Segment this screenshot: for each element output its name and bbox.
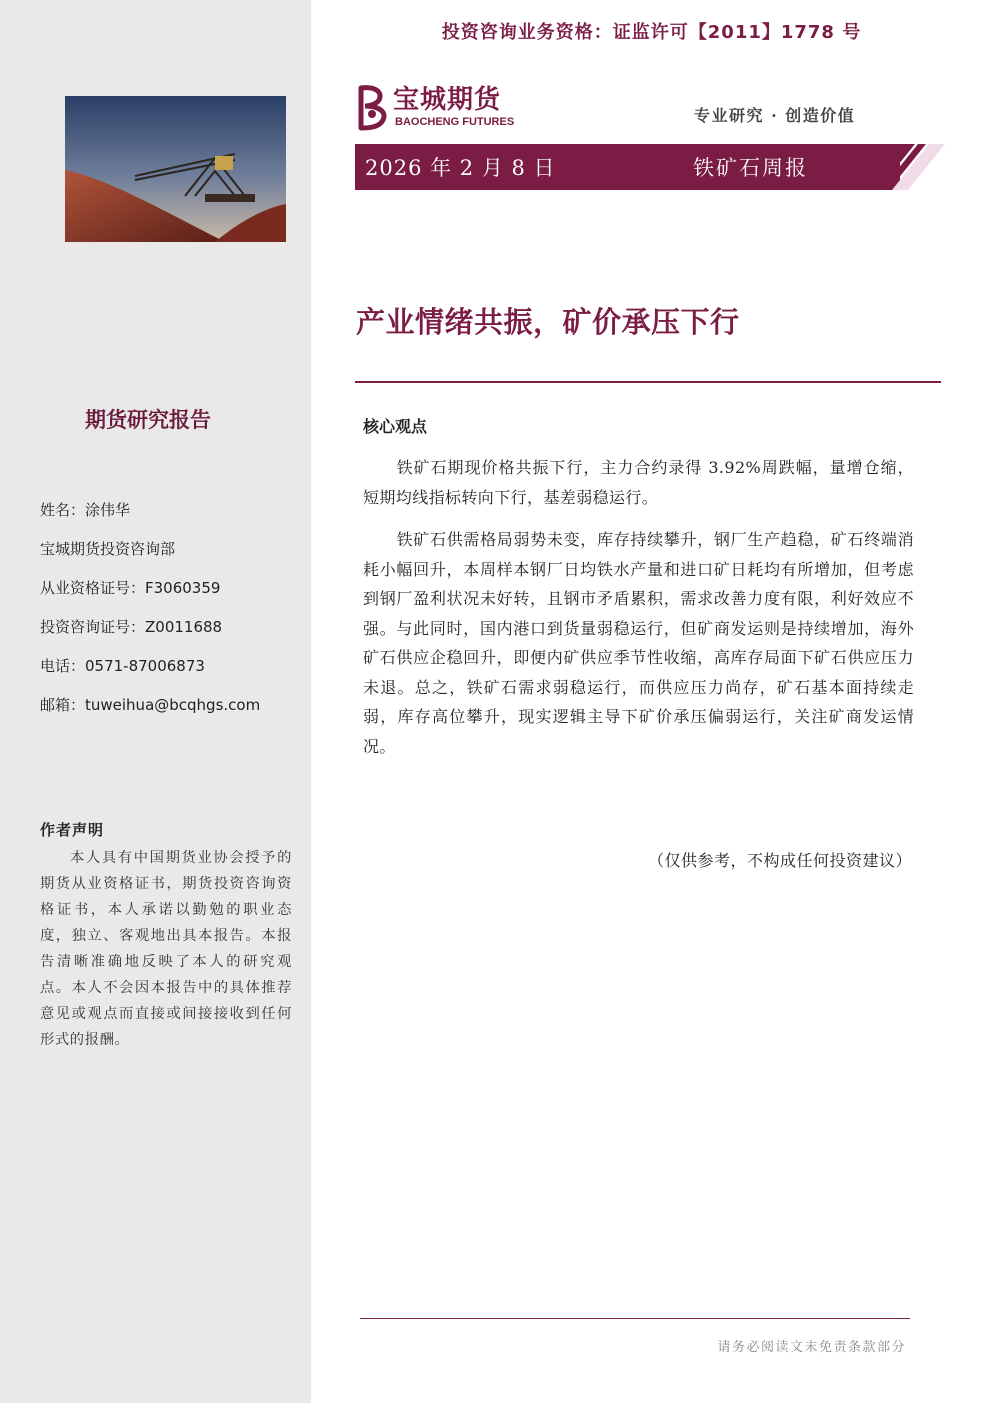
date-banner xyxy=(355,144,945,190)
paragraph: 铁矿石期现价格共振下行，主力合约录得 3.92%周跌幅，量增仓缩，短期均线指标转向下行，基差弱稳运行。 xyxy=(363,458,914,507)
license-line: 投资咨询业务资格：证监许可【2011】1778 号 xyxy=(441,22,862,43)
logo-text-cn: 宝城期货 xyxy=(393,85,502,115)
footer-divider xyxy=(360,1318,910,1319)
sidebar xyxy=(0,0,311,1403)
author-name: 姓名：涂伟华 xyxy=(40,501,131,519)
disclaimer-note: （仅供参考，不构成任何投资建议） xyxy=(647,851,912,870)
author-qualification-no: 从业资格证号：F3060359 xyxy=(40,579,221,597)
report-topic: 铁矿石周报 xyxy=(693,156,808,180)
section-title: 核心观点 xyxy=(363,417,428,436)
footer-note: 请务必阅读文末免责条款部分 xyxy=(717,1340,906,1355)
declaration-body: 本人具有中国期货业协会授予的期货从业资格证书，期货投资咨询资格证书，本人承诺以勤勉的职业态度，独立、客观地出具本报告。本报告清晰准确地反映了本人的研究观点。本人不会因本报告中的具体推荐意见或观点而直接或间接接收到任何形式的报酬。 xyxy=(40,850,292,1048)
paragraph: 铁矿石供需格局弱势未变，库存持续攀升，钢厂生产趋稳，矿石终端消耗小幅回升，本周样本钢厂日均铁水产量和进口矿日耗均有所增加，但考虑到钢厂盈利状况未好转，且钢市矛盾累积，需求改善力度有限，利好效应不强。与此同时，国内港口到货量弱稳运行，但矿商发运则是持续增加，海外矿石供应企稳回升，即便内矿供应季节性收缩，高库存局面下矿石供应压力未退。总之，铁矿石需求弱稳运行，而供应压力尚存，矿石基本面持续走弱，库存高位攀升，现实逻辑主导下矿价承压偏弱运行，关注矿商发运情况。 xyxy=(363,530,914,756)
brand-logo xyxy=(355,84,525,132)
author-department: 宝城期货投资咨询部 xyxy=(40,540,176,558)
author-info xyxy=(40,500,260,734)
logo-text-en: BAOCHENG FUTURES xyxy=(395,116,515,128)
cover-photo xyxy=(65,96,286,242)
report-type-label: 期货研究报告 xyxy=(85,408,211,432)
author-email[interactable]: 邮箱：tuweihua@bcqhgs.com xyxy=(40,696,261,714)
page-title: 产业情绪共振，矿价承压下行 xyxy=(356,305,740,339)
author-phone: 电话：0571-87006873 xyxy=(40,657,205,675)
core-view-body xyxy=(363,453,914,774)
report-date: 2026 年 2 月 8 日 xyxy=(365,156,556,180)
declaration-title: 作者声明 xyxy=(40,821,105,839)
logo-mark-icon xyxy=(355,84,391,132)
author-advisory-no: 投资咨询证号：Z0011688 xyxy=(40,618,223,636)
slogan: 专业研究 · 创造价值 xyxy=(694,106,856,125)
divider xyxy=(355,381,941,383)
